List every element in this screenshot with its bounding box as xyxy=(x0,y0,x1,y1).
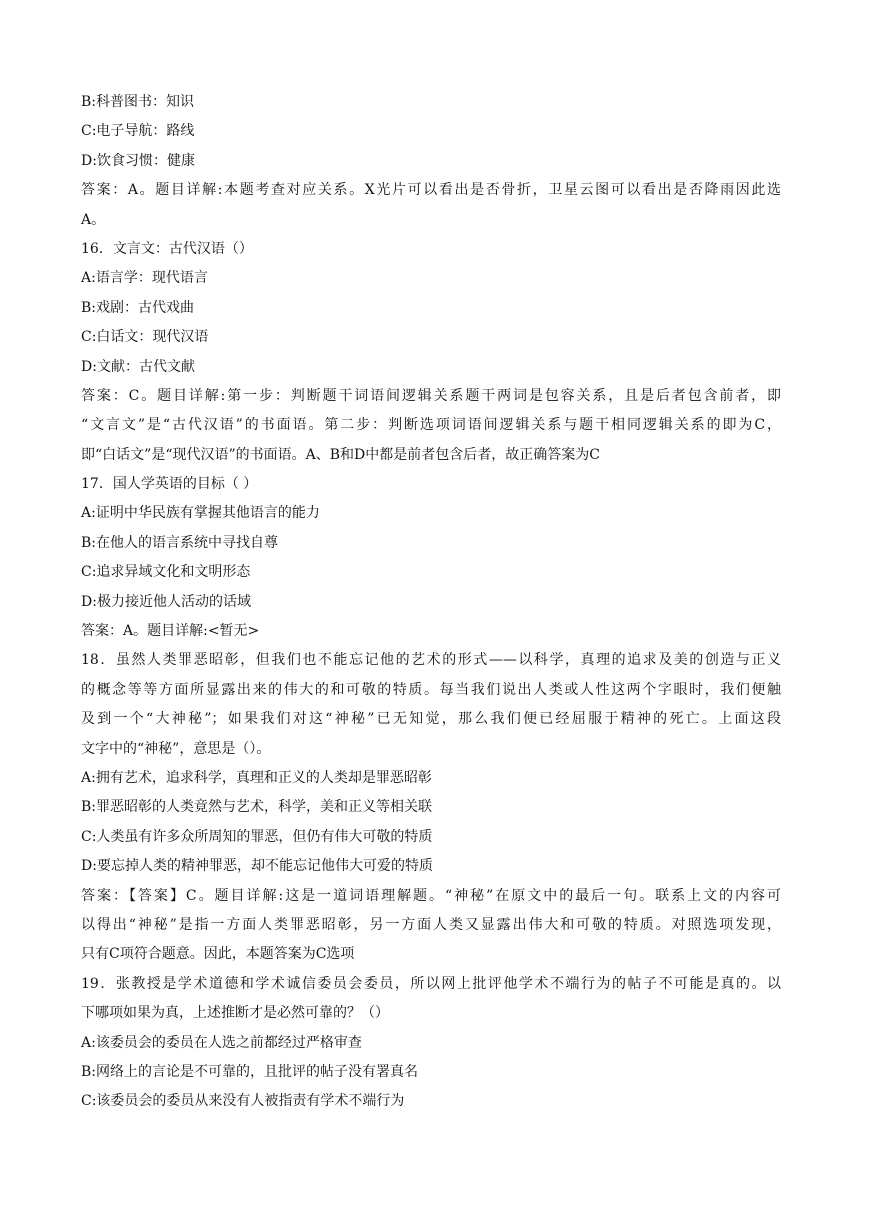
question-line: 的概念等等方面所显露出来的伟大的和可敬的特质。每当我们说出人类或人性这两个字眼时，我们便触 xyxy=(81,681,781,698)
document-page xyxy=(81,88,781,1117)
answer-line: 只有C项符合题意。因此，本题答案为C选项 xyxy=(81,946,355,963)
option-line: A:语言学：现代语言 xyxy=(81,270,208,287)
option-line: C:该委员会的委员从来没有人被指责有学术不端行为 xyxy=(81,1093,405,1110)
option-line: D:要忘掉人类的精神罪恶，却不能忘记他伟大可爱的特质 xyxy=(81,858,433,875)
option-line: A:证明中华民族有掌握其他语言的能力 xyxy=(81,505,320,522)
option-line: A:拥有艺术，追求科学，真理和正义的人类却是罪恶昭彰 xyxy=(81,769,432,786)
option-line: B:科普图书：知识 xyxy=(81,94,195,110)
answer-line: 以得出“神秘”是指一方面人类罪恶昭彰，另一方面人类又显露出伟大和可敬的特质。对照选项发现， xyxy=(81,916,781,933)
option-line: C:追求异域文化和文明形态 xyxy=(81,564,251,581)
answer-line: 即“白话文”是“现代汉语”的书面语。A、B和D中都是前者包含后者，故正确答案为C xyxy=(81,446,600,463)
option-line: C:白话文：现代汉语 xyxy=(81,329,209,346)
question-line: 下哪项如果为真，上述推断才是必然可靠的？（） xyxy=(81,1005,389,1022)
answer-line: A。 xyxy=(81,211,106,228)
option-line: B:戏剧：古代戏曲 xyxy=(81,299,195,316)
answer-line: 答案：【答案】C。题目详解:这是一道词语理解题。“神秘”在原文中的最后一句。联系上文的内容可 xyxy=(81,887,781,904)
answer-line: 答案：A。题目详解:本题考查对应关系。X光片可以看出是否骨折，卫星云图可以看出是否降雨因此选 xyxy=(81,182,781,199)
question-line: 18．虽然人类罪恶昭彰，但我们也不能忘记他的艺术的形式——以科学，真理的追求及美的创造与正义 xyxy=(81,652,781,669)
question-line: 16．文言文：古代汉语（） xyxy=(81,240,253,257)
option-line: A:该委员会的委员在人选之前都经过严格审查 xyxy=(81,1034,362,1051)
question-line: 17．国人学英语的目标（ ） xyxy=(81,476,258,493)
question-line: 及到一个“大神秘”；如果我们对这“神秘”已无知觉，那么我们便已经屈服于精神的死亡。上面这段 xyxy=(81,711,781,728)
option-line: D:饮食习惯：健康 xyxy=(81,152,195,169)
option-line: D:极力接近他人活动的话域 xyxy=(81,593,251,610)
question-line: 文字中的“神秘”，意思是（）。 xyxy=(81,740,271,757)
option-line: B:罪恶昭彰的人类竟然与艺术，科学，美和正义等相关联 xyxy=(81,799,433,816)
answer-line: “文言文”是“古代汉语”的书面语。第二步：判断选项词语间逻辑关系与题干相同逻辑关系的即为C， xyxy=(81,417,781,434)
option-line: B:网络上的言论是不可靠的，且批评的帖子没有署真名 xyxy=(81,1063,419,1080)
answer-line: 答案：C。题目详解:第一步：判断题干词语间逻辑关系题干两词是包容关系，且是后者包含前者，即 xyxy=(81,387,781,404)
option-line: C:人类虽有许多众所周知的罪恶，但仍有伟大可敬的特质 xyxy=(81,828,433,845)
answer-line: 答案：A。题目详解:<暂无> xyxy=(81,623,260,640)
option-line: D:文献：古代文献 xyxy=(81,358,195,375)
question-line: 19．张教授是学术道德和学术诚信委员会委员，所以网上批评他学术不端行为的帖子不可能是真的。以 xyxy=(81,975,781,992)
option-line: C:电子导航：路线 xyxy=(81,123,195,140)
option-line: B:在他人的语言系统中寻找自尊 xyxy=(81,534,279,551)
